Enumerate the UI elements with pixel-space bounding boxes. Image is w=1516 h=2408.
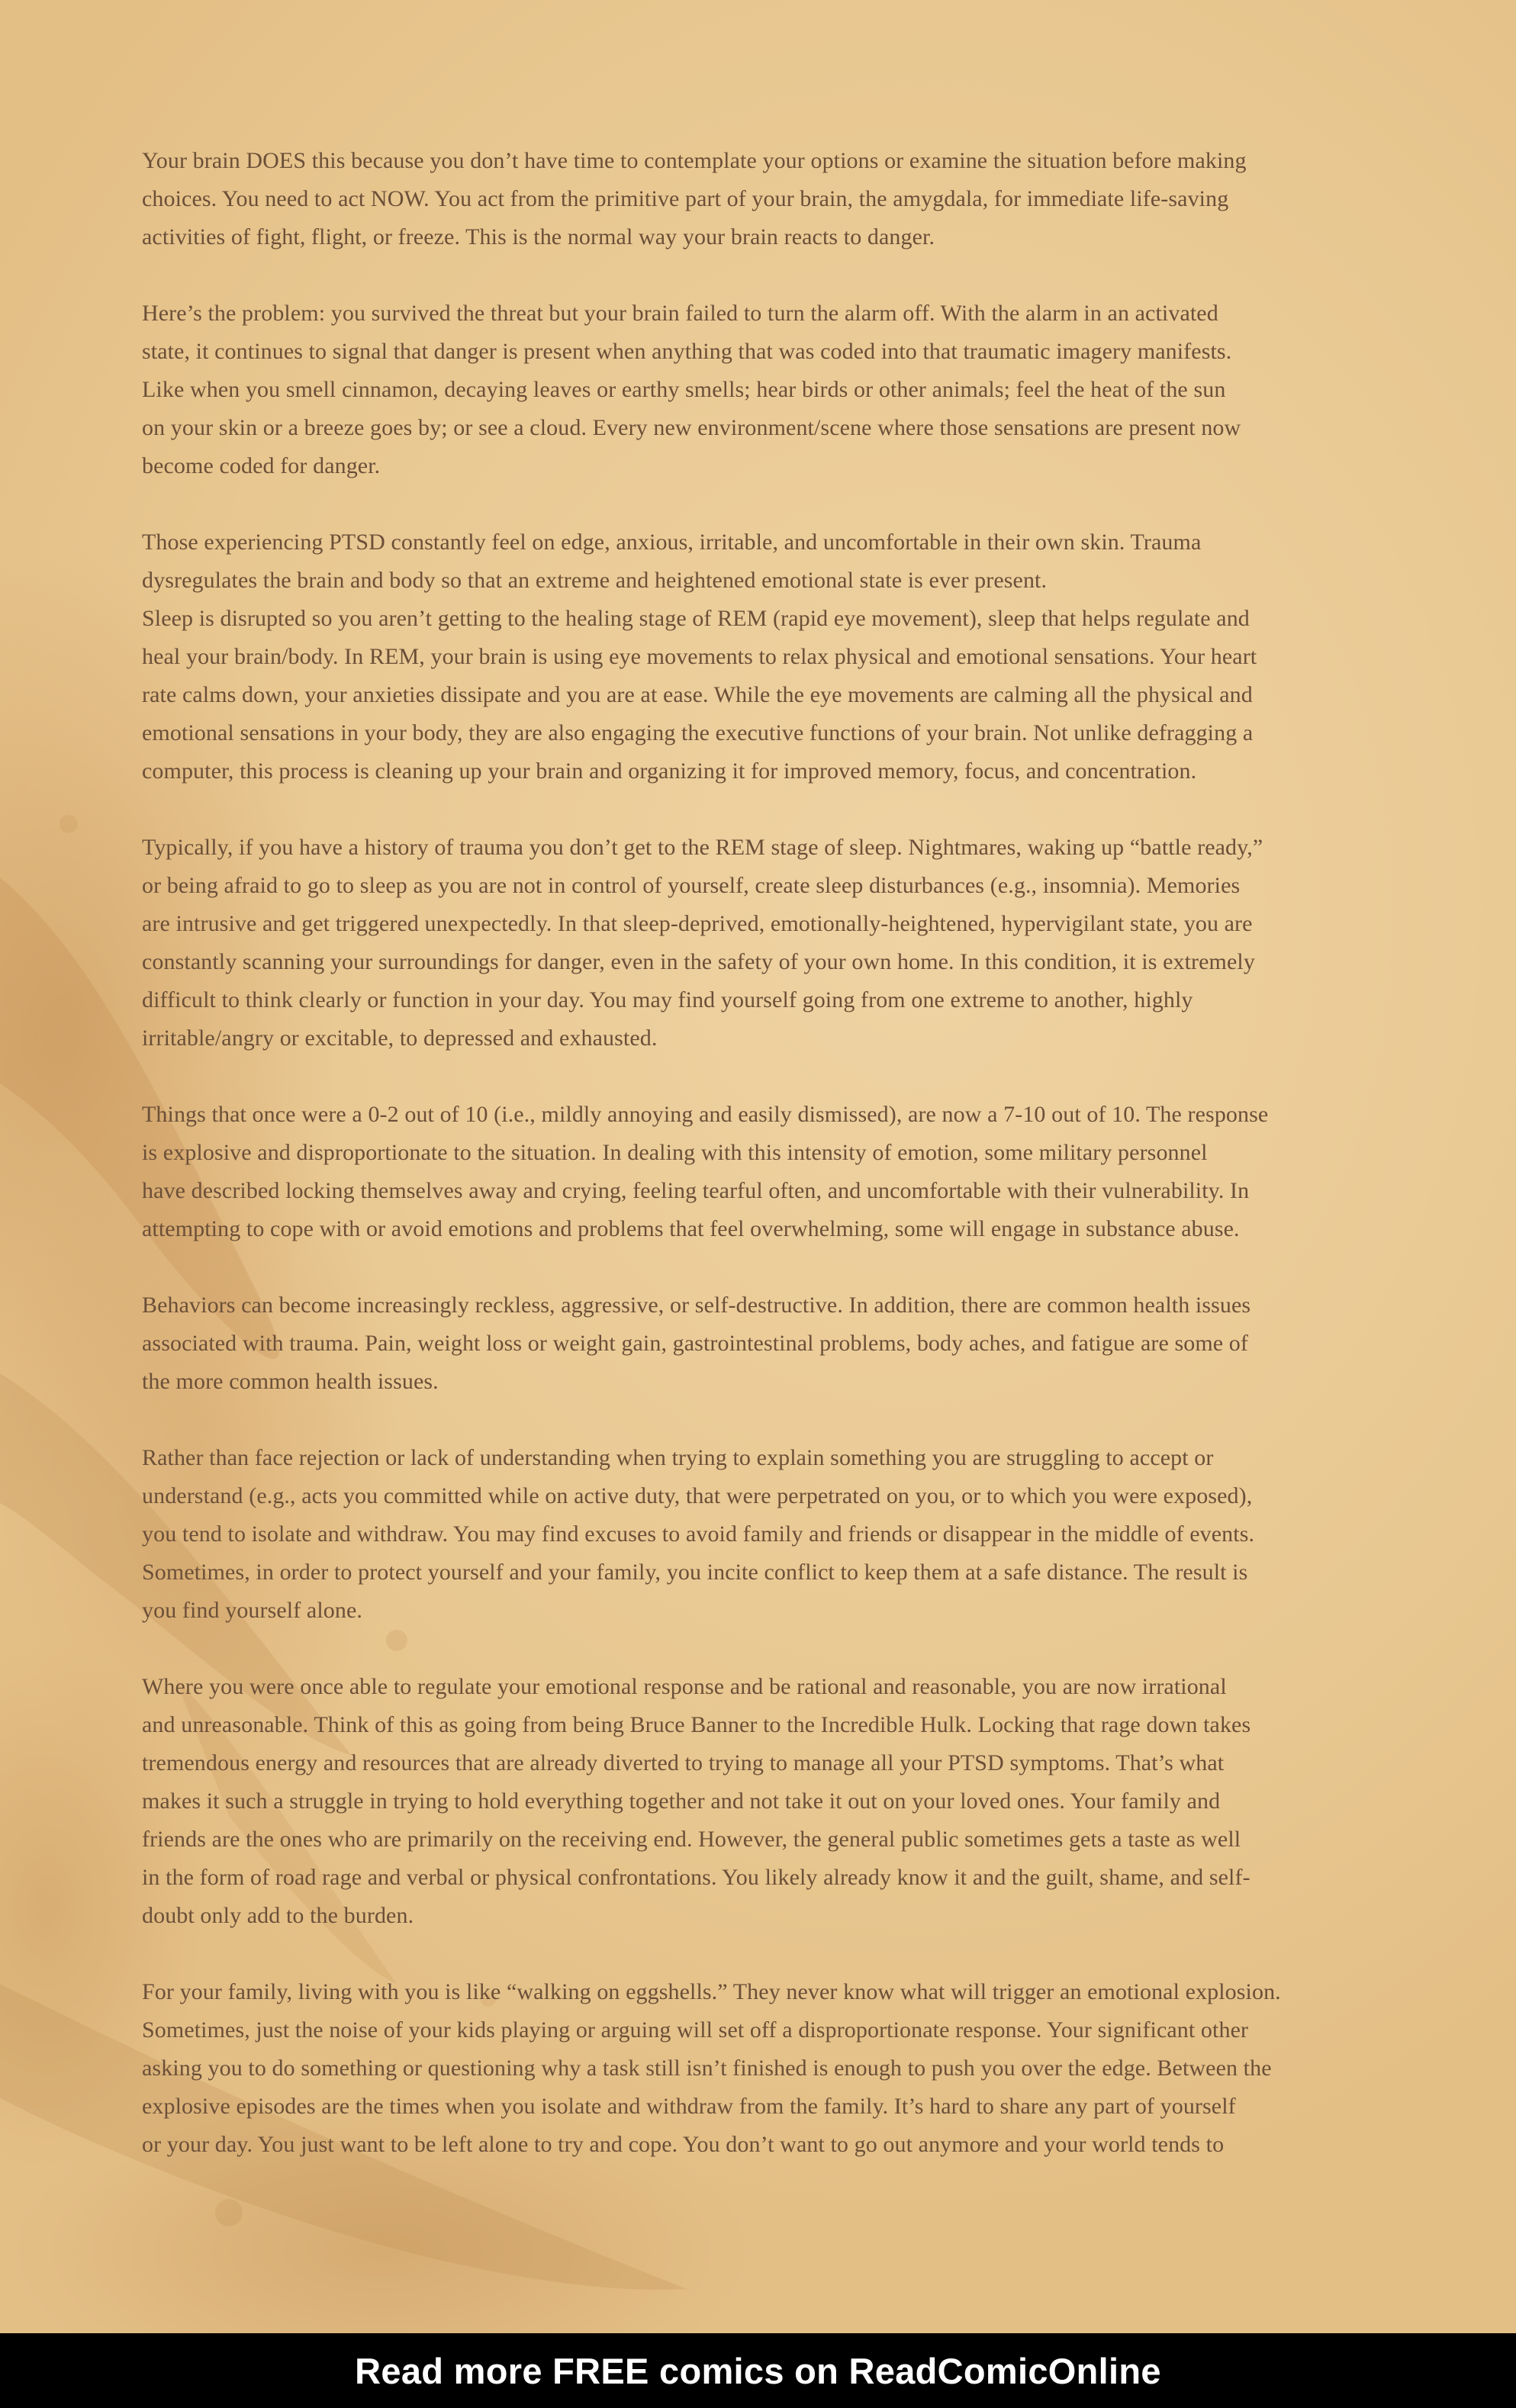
article-text bbox=[142, 142, 1393, 2202]
paragraph-isolation: Rather than face rejection or lack of understanding when trying to explain something you are struggling to accept or understand (e.g., acts you committed while on active duty, that were perpetrated on you, or to which you were exposed), you tend to isolate and withdraw. You may find excuses to avoid family and friends or disappear in the middle of events. Sometimes, in order to protect yourself and your family, you incite conflict to keep them at a safe distance. The result is you find yourself alone. bbox=[142, 1445, 1255, 1623]
paragraph-rage: Where you were once able to regulate your emotional response and be rational and reasonable, you are now irrational and unreasonable. Think of this as going from being Bruce Banner to the Incredible Hulk. Locking that rage down takes tremendous energy and resources that are already diverted to trying to manage all your PTSD symptoms. That’s what makes it such a struggle in trying to hold everything together and not take it out on your loved ones. Your family and friends are the ones who are primarily on the receiving end. However, the general public sometimes gets a taste as well in the form of road rage and verbal or physical confrontations. You likely already know it and the guilt, shame, and self- doubt only add to the burden. bbox=[142, 1674, 1251, 1928]
promo-banner-text[interactable]: Read more FREE comics on ReadComicOnline bbox=[355, 2350, 1161, 2391]
paragraph-brain-reaction: Your brain DOES this because you don’t have time to contemplate your options or examine the situation before making choices. You need to act NOW. You act from the primitive part of your brain, the amygdala, for immediate life-saving activities of fight, flight, or freeze. This is the normal way your brain reacts to danger. bbox=[142, 148, 1247, 249]
paragraph-emotional-response: Things that once were a 0-2 out of 10 (i.e., mildly annoying and easily dismissed), are now a 7-10 out of 10. The response is explosive and disproportionate to the situation. In dealing with this intensity of emotion, some military personnel have described locking themselves away and crying, feeling tearful often, and uncomfortable with their vulnerability. In attempting to cope with or avoid emotions and problems that feel overwhelming, some will engage in substance abuse. bbox=[142, 1102, 1269, 1241]
paragraph-behaviors-health: Behaviors can become increasingly reckless, aggressive, or self-destructive. In addition, there are common health issues associated with trauma. Pain, weight loss or weight gain, gastrointestinal problems, body aches, and fatigue are some of the more common health issues. bbox=[142, 1293, 1251, 1394]
paragraph-family-eggshells: For your family, living with you is like “walking on eggshells.” They never know what will trigger an emotional explosion. Sometimes, just the noise of your kids playing or arguing will set off a disproportionate response. Your significant other asking you to do something or questioning why a task still isn’t finished is enough to push you over the edge. Between the explosive episodes are the times when you isolate and withdraw from the family. It’s hard to share any part of yourself or your day. You just want to be left alone to try and cope. You don’t want to go out anymore and your world tends to bbox=[142, 1979, 1281, 2157]
paragraph-rem-trauma: Typically, if you have a history of trauma you don’t get to the REM stage of sleep. Nightmares, waking up “battle ready,” or being afraid to go to sleep as you are not in control of yourself, create sleep disturbances (e.g., insomnia). Memories are intrusive and get triggered unexpectedly. In that sleep-deprived, emotionally-heightened, hypervigilant state, you are constantly scanning your surroundings for danger, even in the safety of your own home. In this condition, it is extremely difficult to think clearly or function in your day. You may find yourself going from one extreme to another, highly irritable/angry or excitable, to depressed and exhausted. bbox=[142, 835, 1263, 1051]
paragraph-alarm-problem: Here’s the problem: you survived the threat but your brain failed to turn the alarm off. With the alarm in an activated state, it continues to signal that danger is present when anything that was coded into that traumatic imagery manifests. Like when you smell cinnamon, decaying leaves or earthy smells; hear birds or other animals; feel the heat of the sun on your skin or a breeze goes by; or see a cloud. Every new environment/scene where those sensations are present now become coded for danger. bbox=[142, 301, 1241, 478]
paragraph-ptsd-sleep: Those experiencing PTSD constantly feel on edge, anxious, irritable, and uncomfortable in their own skin. Trauma dysregulates the brain and body so that an extreme and heightened emotional state is ever present. Sleep is disrupted so you aren’t getting to the healing stage of REM (rapid eye movement), sleep that helps regulate and heal your brain/body. In REM, your brain is using eye movements to relax physical and emotional sensations. Your heart rate calms down, your anxieties dissipate and you are at ease. While the eye movements are calming all the physical and emotional sensations in your body, they are also engaging the executive functions of your brain. Not unlike defragging a computer, this process is cleaning up your brain and organizing it for improved memory, focus, and concentration. bbox=[142, 530, 1257, 784]
promo-banner[interactable] bbox=[0, 2333, 1516, 2408]
